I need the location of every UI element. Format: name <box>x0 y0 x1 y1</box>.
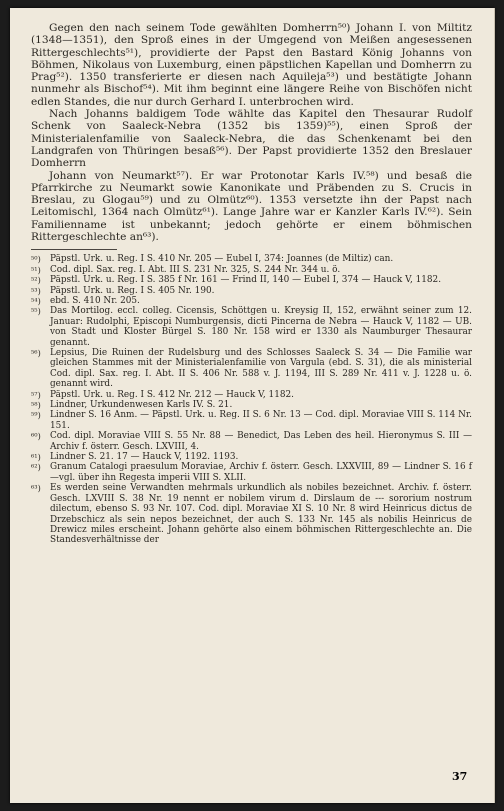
footnote-number: ⁵¹) <box>31 264 41 275</box>
footnote-text: Granum Catalogi praesulum Moraviae, Archiv f. österr. Gesch. LXXVIII, 89 — Lindner S. 16 f —vgl. über ihn Regesta imperii VIII S. XLII. <box>50 462 472 483</box>
footnote <box>31 286 472 296</box>
main-text <box>31 22 472 243</box>
footnote-text: ebd. S. 410 Nr. 205. <box>50 295 140 306</box>
footnote-text: Päpstl. Urk. u. Reg. I S. 410 Nr. 205 — Eubel I, 374: Joannes (de Miltiz) can. <box>50 254 394 265</box>
footnote-number: ⁶⁰) <box>31 431 41 442</box>
footnote <box>31 400 472 410</box>
footnote-text: Lindner S. 21. 17 — Hauck V, 1192. 1193. <box>50 452 239 463</box>
footnote <box>31 296 472 306</box>
footnote-number: ⁶³) <box>31 483 41 494</box>
footnote-text: Es werden seine Verwandten mehrmals urkundlich als nobiles bezeichnet. Archiv. f. österr. Gesch. LXVIII S. 38 Nr. 19 nennt er nobilem virum d. Dirslaum de --- sororium nostrum dilectum, ebenso S. 93 Nr. 107. Cod. dipl. Moraviae XI S. 10 Nr. 8 wird Heinricus dictus de Drzebschicz als sein nepos bezeichnet, der auch S. 133 Nr. 145 als nobilis Heinricus de Drewicz miles erscheint. Johann gehörte also einem böhmischen Rittergeschlechte an. Die Standesverhältnisse der <box>50 483 472 546</box>
footnote-text: Cod. dipl. Moraviae VIII S. 55 Nr. 88 — Benedict, Das Leben des heil. Hieronymus S. III — Archiv f. österr. Gesch. LXVIII, 4. <box>50 431 472 452</box>
footnote-text: Cod. dipl. Sax. reg. I. Abt. III S. 231 Nr. 325, S. 244 Nr. 344 u. ö. <box>50 264 341 275</box>
footnote-text: Lindner, Urkundenwesen Karls IV. S. 21. <box>50 400 233 411</box>
footnote-divider <box>31 249 117 250</box>
footnote <box>31 275 472 285</box>
footnote-number: ⁵⁵) <box>31 306 41 317</box>
footnote <box>31 410 472 431</box>
footnote-number: ⁵⁷) <box>31 389 41 400</box>
page-edge <box>494 8 495 803</box>
footnote-number: ⁵⁴) <box>31 295 41 306</box>
footnote-number: ⁶¹) <box>31 452 41 463</box>
footnote <box>31 390 472 400</box>
footnote <box>31 254 472 264</box>
footnote-text: Das Mortilog. eccl. colleg. Cicensis, Schöttgen u. Kreysig II, 152, erwähnt seiner zum 12. Januar: Rudolphi, Episcopi Numburgensis, dicti Pincerna de Nebra — Hauck V, 1182 — UB. von Stadt und Kloster Bürgel S. 180 Nr. 158 wird er 1330 als Naumburger Thesaurar genannt. <box>50 306 472 348</box>
footnote-number: ⁵⁶) <box>31 348 41 358</box>
book-page <box>10 8 494 803</box>
footnote <box>31 462 472 483</box>
footnote-text: Lindner S. 16 Anm. — Päpstl. Urk. u. Reg. II S. 6 Nr. 13 — Cod. dipl. Moraviae VIII S. 114 Nr. 151. <box>50 410 472 431</box>
footnote-number: ⁵²) <box>31 275 41 286</box>
footnote-text: Päpstl. Urk. u. Reg. I S. 405 Nr. 190. <box>50 285 215 296</box>
footnote <box>31 452 472 462</box>
footnote <box>31 431 472 452</box>
footnote-text: Päpstl. Urk. u. Reg. I S. 412 Nr. 212 — Hauck V, 1182. <box>50 389 294 400</box>
footnote-number: ⁵⁹) <box>31 410 41 421</box>
paragraph-2: Nach Johanns baldigem Tode wählte das Kapitel den Thesaurar Rudolf Schenk von Saaleck-Nebra (1352 bis 1359)⁵⁵), einen Sproß der Ministerialenfamilie von Saaleck-Nebra, die das Schenkenamt bei den Landgrafen von Thüringen besaß⁵⁶). Der Papst providierte 1352 den Breslauer Domherrn <box>31 108 472 170</box>
footnote <box>31 483 472 545</box>
footnote-number: ⁶²) <box>31 462 41 473</box>
footnote-number: ⁵⁸) <box>31 400 41 411</box>
page-content <box>31 22 472 546</box>
paragraph-1: Gegen den nach seinem Tode gewählten Domherrn⁵⁰) Johann I. von Miltitz (1348—1351), den Sproß eines in der Umgegend von Meißen angesessenen Rittergeschlechts⁵¹), providierte der Papst den Bastard König Johanns von Böhmen, Nikolaus von Luxemburg, einen päpstlichen Kapellan und Domherrn zu Prag⁵²). 1350 transferierte er diesen nach Aquileja⁵³) und bestätigte Johann nunmehr als Bischof⁵⁴). Mit ihm beginnt eine längere Reihe von Bischöfen nicht edlen Standes, die nur durch Gerhard I. unterbrochen wird. <box>31 22 472 108</box>
footnote-text: Päpstl. Urk. u. Reg. I S. 385 f Nr. 161 — Frind II, 140 — Eubel I, 374 — Hauck V, 1182. <box>50 275 442 286</box>
paragraph-3: Johann von Neumarkt⁵⁷). Er war Protonotar Karls IV.⁵⁸) und besaß die Pfarrkirche zu Neumarkt sowie Kanonikate und Präbenden zu S. Crucis in Breslau, zu Glogau⁵⁹) und zu Olmütz⁶⁰). 1353 versetzte ihn der Papst nach Leitomischl, 1364 nach Olmütz⁶¹). Lange Jahre war er Kanzler Karls IV.⁶²). Sein Familienname ist unbekannt; jedoch gehörte er einem böhmischen Rittergeschlechte an⁶³). <box>31 169 472 244</box>
footnotes <box>31 254 472 545</box>
footnote-text: Lepsius, Die Ruinen der Rudelsburg und des Schlosses Saaleck S. 34 — Die Familie war gleichen Stammes mit der Ministerialenfamilie von Vargula (ebd. S. 31), die als ministerial Cod. dipl. Sax. reg. I. Abt. II S. 406 Nr. 588 v. J. 1194, III S. 289 Nr. 411 v. J. 1228 u. ö. genannt wird. <box>50 348 472 390</box>
footnote <box>31 306 472 348</box>
footnote <box>31 348 472 390</box>
footnote-number: ⁵³) <box>31 285 41 296</box>
page-number: 37 <box>452 770 468 783</box>
footnote <box>31 265 472 275</box>
footnote-number: ⁵⁰) <box>31 254 41 265</box>
